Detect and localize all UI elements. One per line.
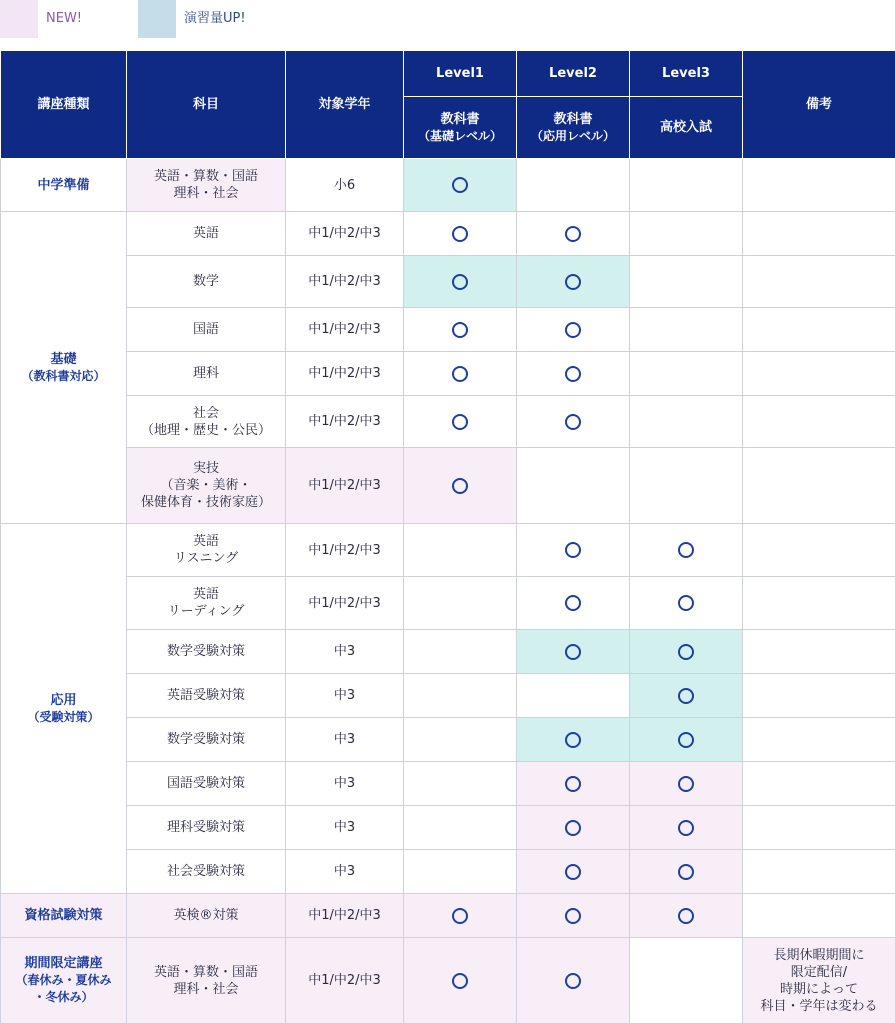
table-row <box>1 256 895 308</box>
level2-cell <box>517 718 630 762</box>
notes-cell <box>743 159 895 212</box>
header-level2-sub: 教科書 <box>553 111 593 127</box>
group-cert: 資格試験対策 <box>1 894 127 938</box>
level2-cell <box>517 308 630 352</box>
group-applied-title: 応用 <box>50 692 77 708</box>
circle-icon <box>565 414 581 430</box>
level3-cell <box>630 894 743 938</box>
circle-icon <box>565 366 581 382</box>
level2-cell <box>517 256 630 308</box>
subject-cell: 英語 <box>127 212 286 256</box>
notes-cell <box>743 524 895 577</box>
notes-cell <box>743 938 895 1024</box>
subject-cell <box>127 448 286 524</box>
subject-line: 英語・算数・国語 <box>153 964 258 980</box>
notes-cell <box>743 256 895 308</box>
circle-icon <box>565 776 581 792</box>
group-basic-sub: （教科書対応） <box>21 368 106 383</box>
level2-cell <box>517 448 630 524</box>
subject-line: （地理・歴史・公民） <box>140 422 271 438</box>
grade-cell: 小6 <box>286 159 404 212</box>
notes-cell <box>743 212 895 256</box>
notes-cell <box>743 850 895 894</box>
level2-cell <box>517 850 630 894</box>
circle-icon <box>565 864 581 880</box>
header-subject: 科目 <box>127 51 286 159</box>
group-prep: 中学準備 <box>1 159 127 212</box>
level3-cell <box>630 212 743 256</box>
table-row <box>1 396 895 448</box>
level1-cell <box>404 894 517 938</box>
level1-cell <box>404 256 517 308</box>
subject-cell <box>127 524 286 577</box>
group-basic <box>1 212 127 524</box>
level1-cell <box>404 674 517 718</box>
header-level2-sub2: （応用レベル） <box>530 128 615 143</box>
level3-cell <box>630 524 743 577</box>
level3-cell <box>630 256 743 308</box>
circle-icon <box>452 366 468 382</box>
subject-cell: 理科受験対策 <box>127 806 286 850</box>
table-row <box>1 159 895 212</box>
course-table <box>0 50 895 1024</box>
level3-cell <box>630 674 743 718</box>
circle-icon <box>452 478 468 494</box>
level1-cell <box>404 352 517 396</box>
table-row <box>1 806 895 850</box>
notes-cell <box>743 674 895 718</box>
notes-cell <box>743 718 895 762</box>
subject-cell: 国語 <box>127 308 286 352</box>
header-level1-sub2: （基礎レベル） <box>417 128 502 143</box>
subject-cell: 英語受験対策 <box>127 674 286 718</box>
level3-cell <box>630 352 743 396</box>
level1-cell <box>404 806 517 850</box>
circle-icon <box>678 732 694 748</box>
level2-cell <box>517 894 630 938</box>
subject-cell: 数学受験対策 <box>127 718 286 762</box>
level3-cell <box>630 308 743 352</box>
circle-icon <box>565 226 581 242</box>
circle-icon <box>452 973 468 989</box>
level2-cell <box>517 352 630 396</box>
notes-cell <box>743 448 895 524</box>
subject-line: 英語 <box>192 534 219 549</box>
header-level2-desc <box>517 97 630 159</box>
level3-cell <box>630 159 743 212</box>
legend <box>0 0 895 40</box>
table-row <box>1 308 895 352</box>
circle-icon <box>452 322 468 338</box>
notes-cell <box>743 806 895 850</box>
subject-cell: 英検®対策 <box>127 894 286 938</box>
legend-new-swatch <box>0 0 38 38</box>
note-line: 科目・学年は変わる <box>760 998 878 1014</box>
grade-cell: 中1/中2/中3 <box>286 308 404 352</box>
level3-cell <box>630 762 743 806</box>
subject-cell <box>127 577 286 630</box>
header-level3: Level3 <box>630 51 743 97</box>
subject-line: （音楽・美術・ <box>160 478 252 493</box>
table-row <box>1 718 895 762</box>
subject-line: リスニング <box>173 551 239 566</box>
group-applied <box>1 524 127 894</box>
table-row <box>1 352 895 396</box>
group-applied-sub: （受験対策） <box>27 709 100 724</box>
notes-cell <box>743 894 895 938</box>
table-row <box>1 577 895 630</box>
subject-cell: 数学受験対策 <box>127 630 286 674</box>
level1-cell <box>404 308 517 352</box>
circle-icon <box>452 226 468 242</box>
note-line: 限定配信/ <box>790 964 848 980</box>
table-row <box>1 448 895 524</box>
level2-cell <box>517 396 630 448</box>
header-level1-desc <box>404 97 517 159</box>
header-course-type: 講座種類 <box>1 51 127 159</box>
grade-cell: 中3 <box>286 850 404 894</box>
subject-cell <box>127 938 286 1024</box>
subject-line: 理科・社会 <box>173 981 239 997</box>
circle-icon <box>678 908 694 924</box>
header-level1: Level1 <box>404 51 517 97</box>
table-row <box>1 938 895 1024</box>
grade-cell: 中3 <box>286 806 404 850</box>
circle-icon <box>565 542 581 558</box>
level3-cell <box>630 448 743 524</box>
subject-cell: 理科 <box>127 352 286 396</box>
grade-cell: 中3 <box>286 718 404 762</box>
level3-cell <box>630 396 743 448</box>
circle-icon <box>678 644 694 660</box>
level3-cell <box>630 938 743 1024</box>
level3-cell <box>630 850 743 894</box>
header-level1-sub: 教科書 <box>440 111 480 127</box>
group-basic-title: 基礎 <box>50 351 77 367</box>
subject-line: 理科・社会 <box>173 186 239 201</box>
level1-cell <box>404 718 517 762</box>
table-row <box>1 762 895 806</box>
subject-line: 実技 <box>192 461 219 476</box>
table-row <box>1 674 895 718</box>
group-seasonal-title: 期間限定講座 <box>24 956 103 971</box>
subject-line: 保健体育・技術家庭） <box>140 495 271 510</box>
group-seasonal-sub: （春休み・夏休み <box>15 973 112 987</box>
grade-cell: 中3 <box>286 630 404 674</box>
grade-cell: 中1/中2/中3 <box>286 396 404 448</box>
circle-icon <box>565 820 581 836</box>
circle-icon <box>678 776 694 792</box>
circle-icon <box>452 414 468 430</box>
level1-cell <box>404 159 517 212</box>
level3-cell <box>630 630 743 674</box>
circle-icon <box>678 864 694 880</box>
notes-cell <box>743 308 895 352</box>
grade-cell: 中1/中2/中3 <box>286 577 404 630</box>
header-level2: Level2 <box>517 51 630 97</box>
circle-icon <box>678 542 694 558</box>
level2-cell <box>517 806 630 850</box>
notes-cell <box>743 762 895 806</box>
legend-up-label: 演習量UP! <box>184 11 246 26</box>
subject-line: 社会 <box>192 405 219 421</box>
subject-cell: 国語受験対策 <box>127 762 286 806</box>
subject-line: 英語 <box>192 587 219 602</box>
circle-icon <box>565 595 581 611</box>
table-row <box>1 850 895 894</box>
header-level3-desc: 高校入試 <box>630 97 743 159</box>
level2-cell <box>517 630 630 674</box>
table-row <box>1 212 895 256</box>
level1-cell <box>404 630 517 674</box>
level3-cell <box>630 806 743 850</box>
notes-cell <box>743 577 895 630</box>
level2-cell <box>517 577 630 630</box>
level2-cell <box>517 159 630 212</box>
level2-cell <box>517 524 630 577</box>
notes-cell <box>743 352 895 396</box>
circle-icon <box>565 274 581 290</box>
level1-cell <box>404 212 517 256</box>
grade-cell: 中1/中2/中3 <box>286 524 404 577</box>
header-grade: 対象学年 <box>286 51 404 159</box>
circle-icon <box>678 595 694 611</box>
circle-icon <box>678 820 694 836</box>
subject-line: リーディング <box>167 604 245 619</box>
grade-cell: 中1/中2/中3 <box>286 352 404 396</box>
circle-icon <box>565 908 581 924</box>
legend-up-swatch <box>138 0 176 38</box>
level1-cell <box>404 850 517 894</box>
level1-cell <box>404 524 517 577</box>
level2-cell <box>517 674 630 718</box>
level1-cell <box>404 762 517 806</box>
subject-cell: 数学 <box>127 256 286 308</box>
level1-cell <box>404 577 517 630</box>
grade-cell: 中3 <box>286 762 404 806</box>
circle-icon <box>452 177 468 193</box>
table-row <box>1 524 895 577</box>
circle-icon <box>565 644 581 660</box>
note-line: 長期休暇期間に <box>773 947 865 963</box>
grade-cell: 中1/中2/中3 <box>286 938 404 1024</box>
table-row <box>1 630 895 674</box>
level2-cell <box>517 938 630 1024</box>
note-line: 時期によって <box>779 981 858 997</box>
subject-line: 英語・算数・国語 <box>153 169 258 184</box>
circle-icon <box>452 274 468 290</box>
circle-icon <box>678 688 694 704</box>
level3-cell <box>630 718 743 762</box>
level3-cell <box>630 577 743 630</box>
grade-cell: 中1/中2/中3 <box>286 256 404 308</box>
header-notes: 備考 <box>743 51 895 159</box>
grade-cell: 中3 <box>286 674 404 718</box>
level2-cell <box>517 762 630 806</box>
group-seasonal-sub: ・冬休み） <box>33 990 94 1004</box>
level1-cell <box>404 448 517 524</box>
level1-cell <box>404 396 517 448</box>
notes-cell <box>743 630 895 674</box>
circle-icon <box>565 973 581 989</box>
grade-cell: 中1/中2/中3 <box>286 212 404 256</box>
grade-cell: 中1/中2/中3 <box>286 448 404 524</box>
subject-cell <box>127 396 286 448</box>
legend-new-label: NEW! <box>46 11 83 26</box>
level1-cell <box>404 938 517 1024</box>
subject-cell: 社会受験対策 <box>127 850 286 894</box>
circle-icon <box>565 732 581 748</box>
level2-cell <box>517 212 630 256</box>
grade-cell: 中1/中2/中3 <box>286 894 404 938</box>
group-seasonal <box>1 938 127 1024</box>
table-row <box>1 894 895 938</box>
circle-icon <box>452 908 468 924</box>
circle-icon <box>565 322 581 338</box>
subject-cell <box>127 159 286 212</box>
notes-cell <box>743 396 895 448</box>
